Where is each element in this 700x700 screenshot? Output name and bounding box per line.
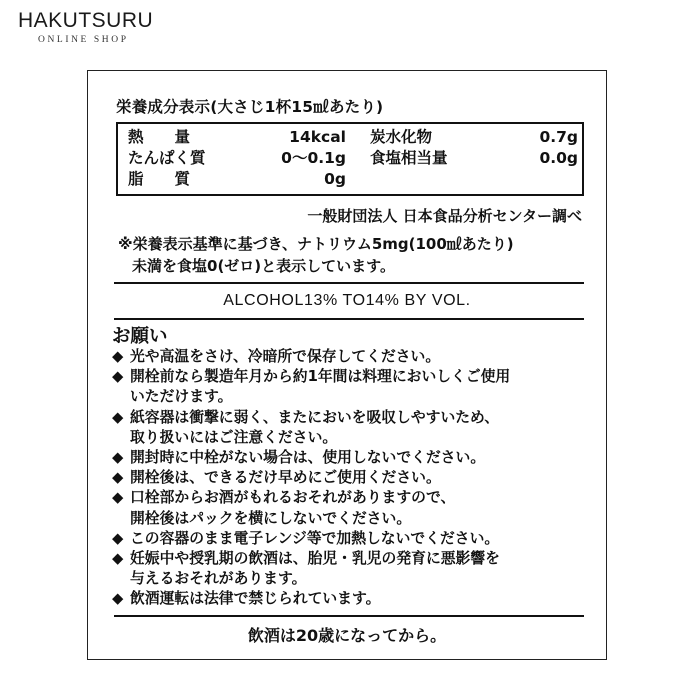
sodium-note-line1: ※栄養表示基準に基づき、ナトリウム5mg(100㎖あたり) — [118, 235, 514, 253]
caution-text: 開封時に中栓がない場合は、使用しないでください。 — [130, 449, 486, 467]
caution-line — [112, 408, 592, 428]
age-warning: 飲酒は20歳になってから。 — [247, 626, 447, 645]
caution-text: 開栓前なら製造年月から約1年間は料理においしくご使用 — [130, 368, 511, 386]
divider — [114, 282, 584, 284]
diamond-bullet-icon: ◆ — [112, 368, 124, 386]
caution-line — [112, 387, 592, 407]
diamond-bullet-icon: ◆ — [112, 408, 124, 426]
diamond-bullet-icon: ◆ — [112, 550, 124, 568]
cautions-list — [112, 347, 592, 610]
caution-line — [112, 367, 592, 387]
product-label — [87, 70, 607, 660]
nutrition-label-protein: たんぱく質 — [128, 149, 206, 167]
diamond-bullet-icon: ◆ — [112, 348, 124, 365]
caution-text: 口栓部からお酒がもれるおそれがありますので、 — [130, 489, 456, 507]
nutrition-value-protein: 0〜0.1g — [281, 149, 346, 167]
diamond-bullet-icon: ◆ — [112, 489, 124, 507]
caution-line — [112, 569, 592, 589]
brand-subtitle: ONLINE SHOP — [38, 35, 129, 45]
brand-name: HAKUTSURU — [18, 9, 154, 32]
caution-text: 飲酒運転は法律で禁じられています。 — [130, 590, 381, 608]
caution-text: この容器のまま電子レンジ等で加熱しないでください。 — [130, 529, 500, 547]
caution-line — [112, 428, 592, 448]
divider — [114, 318, 584, 320]
brand-logo[interactable] — [18, 8, 153, 46]
diamond-bullet-icon: ◆ — [112, 449, 124, 467]
nutrition-label-salt: 食塩相当量 — [370, 149, 448, 167]
nutrition-title: 栄養成分表示(大さじ1杯15㎖あたり) — [116, 98, 384, 116]
caution-line — [112, 589, 592, 609]
caution-text: 与えるおそれがあります。 — [130, 570, 307, 588]
cautions-heading: お願い — [112, 326, 168, 347]
nutrition-value-energy: 14kcal — [289, 128, 346, 146]
alcohol-content: ALCOHOL13% TO14% BY VOL. — [223, 292, 471, 309]
caution-text: 開栓後は、できるだけ早めにご使用ください。 — [130, 469, 441, 487]
analysis-source: 一般財団法人 日本食品分析センター調べ — [307, 207, 582, 225]
nutrition-value-fat: 0g — [324, 170, 346, 188]
nutrition-label-fat: 脂 質 — [128, 170, 191, 188]
nutrition-value-salt: 0.0g — [539, 149, 578, 167]
diamond-bullet-icon: ◆ — [112, 590, 124, 608]
caution-line — [112, 509, 592, 529]
divider — [114, 615, 584, 617]
caution-line — [112, 549, 592, 569]
diamond-bullet-icon: ◆ — [112, 529, 124, 547]
caution-text: 紙容器は衝撃に弱く、またにおいを吸収しやすいため、 — [130, 408, 500, 426]
nutrition-label-carbohydrate: 炭水化物 — [370, 128, 433, 146]
nutrition-label-energy: 熱 量 — [128, 128, 191, 146]
caution-line — [112, 448, 592, 468]
caution-text: 開栓後はパックを横にしないでください。 — [130, 509, 412, 527]
caution-text: 取り扱いにはご注意ください。 — [130, 428, 338, 446]
caution-text: 光や高温をさけ、冷暗所で保存してください。 — [130, 348, 441, 365]
caution-line — [112, 468, 592, 488]
caution-text: いただけます。 — [130, 388, 233, 406]
sodium-note-line2: 未満を食塩0(ゼロ)と表示しています。 — [132, 257, 395, 275]
diamond-bullet-icon: ◆ — [112, 469, 124, 487]
caution-text: 妊娠中や授乳期の飲酒は、胎児・乳児の発育に悪影響を — [130, 550, 500, 568]
nutrition-table — [116, 122, 584, 196]
caution-line — [112, 488, 592, 508]
nutrition-value-carbohydrate: 0.7g — [539, 128, 578, 146]
caution-line — [112, 347, 592, 367]
caution-line — [112, 529, 592, 549]
